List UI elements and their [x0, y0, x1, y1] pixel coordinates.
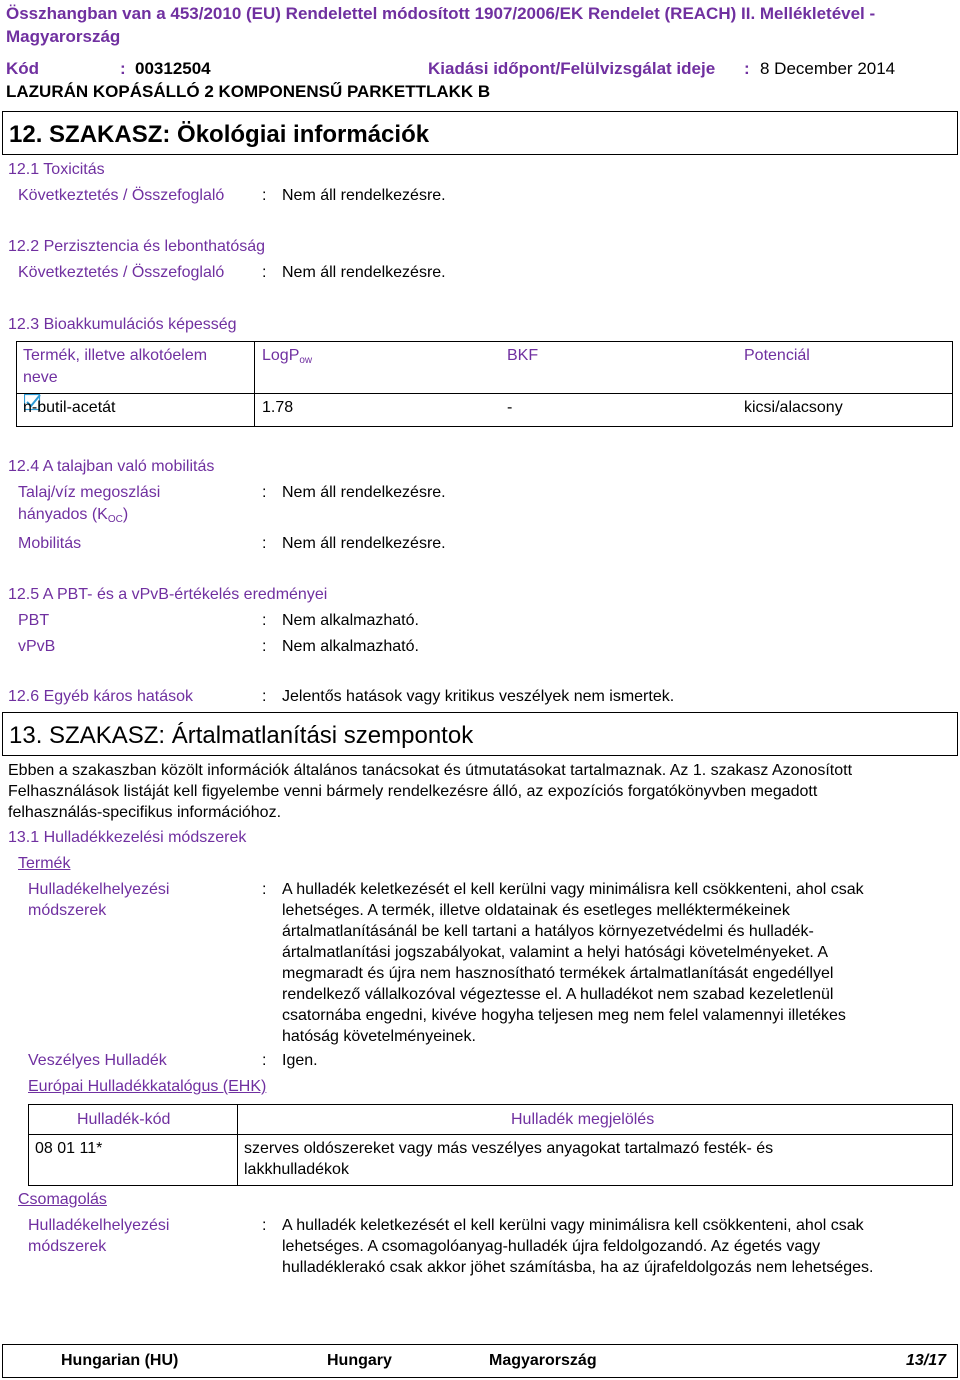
code-colon: : — [120, 59, 126, 78]
footer-country-local: Magyarország — [489, 1352, 597, 1369]
product-name: LAZURÁN KOPÁSÁLLÓ 2 KOMPONENSŰ PARKETTLAKK B — [6, 82, 491, 101]
ehk-row-desc-line1: szerves oldószereket vagy más veszélyes anyagokat tartalmazó festék- és — [244, 1140, 774, 1157]
bio-row-bkf: - — [507, 399, 513, 416]
bio-header-logp-sub: ow — [299, 355, 313, 366]
koc-colon: : — [262, 484, 267, 501]
bio-table-col-divider — [254, 342, 255, 426]
koc-sub: OC — [107, 514, 123, 525]
bio-table — [16, 341, 953, 427]
bio-row-potential: kicsi/alacsony — [744, 399, 843, 416]
disposal-line-4: ártalmatlanítási jogszabályokat, valamint a helyi hatósági követelményeket. A — [282, 944, 829, 961]
pack-colon: : — [262, 1217, 267, 1234]
tox-value: Nem áll rendelkezésre. — [282, 187, 446, 204]
other-effects-colon: : — [262, 688, 267, 705]
bio-header-name-line2: neve — [23, 369, 58, 386]
vpvb-value: Nem alkalmazható. — [282, 638, 419, 655]
ehk-header-desc: Hulladék megjelölés — [511, 1111, 655, 1128]
disposal-line-1: A hulladék keletkezését el kell kerülni vagy minimálisra kell csökkenteni, ahol csak — [282, 881, 864, 898]
section-12-title-box — [2, 111, 958, 155]
bio-table-divider — [17, 393, 952, 394]
ehk-table-col-divider — [237, 1105, 238, 1185]
vpvb-label: vPvB — [18, 638, 56, 655]
disposal-colon: : — [262, 881, 267, 898]
header-title-line2: Magyarország — [6, 27, 121, 46]
product-heading: Termék — [18, 855, 71, 872]
methods-heading: 13.1 Hulladékkezelési módszerek — [8, 829, 247, 846]
ehk-row-code: 08 01 11* — [35, 1140, 103, 1157]
intro-line2: Felhasználások listáját kell figyelembe venni bármely rendelkezésre álló, az expozíciós forgatókönyvben megadott — [8, 783, 818, 800]
koc-value: Nem áll rendelkezésre. — [282, 484, 446, 501]
bio-row-logp: 1.78 — [262, 399, 294, 416]
other-effects-value: Jelentős hatások vagy kritikus veszélyek nem ismertek. — [282, 688, 675, 705]
bio-row-name: n-butil-acetát — [23, 399, 116, 416]
pers-label: Következtetés / Összefoglaló — [18, 264, 225, 281]
bio-header-potential: Potenciál — [744, 347, 810, 364]
bio-header-bkf: BKF — [507, 347, 539, 364]
mobility-heading: 12.4 A talajban való mobilitás — [8, 458, 215, 475]
disposal-line-8: hatóság követelményeinek. — [282, 1028, 476, 1045]
footer-language: Hungarian (HU) — [61, 1352, 179, 1369]
intro-line3: felhasználás-specifikus információhoz. — [8, 804, 282, 821]
disposal-line-3: ártalmatlanításánál be kell tartani a hatályos környezetvédelmi és hulladék- — [282, 923, 814, 940]
header-title-line1: Összhangban van a 453/2010 (EU) Rendelettel módosított 1907/2006/EK Rendelet (REACH) II. Mellékletével - — [6, 4, 876, 23]
section-12-title: 12. SZAKASZ: Ökológiai információk — [9, 121, 430, 148]
bio-heading: 12.3 Bioakkumulációs képesség — [8, 316, 237, 333]
pers-colon: : — [262, 264, 267, 281]
hazardous-colon: : — [262, 1052, 267, 1069]
hazardous-value: Igen. — [282, 1052, 318, 1069]
code-label: Kód — [6, 59, 40, 78]
pbt-label: PBT — [18, 612, 50, 629]
disposal-label-line2: módszerek — [28, 902, 107, 919]
pack-label-line2: módszerek — [28, 1238, 107, 1255]
disposal-line-5: megmaradt és újra nem hasznosítható termékek ártalmatlanítását engedéllyel — [282, 965, 834, 982]
other-effects-heading: 12.6 Egyéb káros hatások — [8, 688, 194, 705]
ehk-header-code: Hulladék-kód — [77, 1111, 171, 1128]
section-13-title-box — [2, 712, 958, 756]
disposal-line-6: rendelkező vállalkozóval végeztesse el. A hulladékot nem szabad kezeletlenül — [282, 986, 834, 1003]
vpvb-colon: : — [262, 638, 267, 655]
pack-label-line1: Hulladékelhelyezési — [28, 1217, 170, 1234]
footer-box — [2, 1344, 958, 1378]
disposal-label-line1: Hulladékelhelyezési — [28, 881, 170, 898]
packaging-heading: Csomagolás — [18, 1191, 107, 1208]
disposal-line-7: csatornába engedni, kivéve hogyha teljesen meg nem felel valamennyi illetékes — [282, 1007, 846, 1024]
tox-heading: 12.1 Toxicitás — [8, 161, 105, 178]
mobility-colon: : — [262, 535, 267, 552]
mobility-value: Nem áll rendelkezésre. — [282, 535, 446, 552]
ehk-table-divider — [29, 1134, 952, 1135]
intro-line1: Ebben a szakaszban közölt információk általános tanácsokat és útmutatásokat tartalmaznak. Az 1. szakasz Azonosított — [8, 762, 853, 779]
pers-heading: 12.2 Perzisztencia és lebonthatóság — [8, 238, 266, 255]
issue-colon: : — [744, 59, 750, 78]
hazardous-label: Veszélyes Hulladék — [28, 1052, 167, 1069]
section-13-title: 13. SZAKASZ: Ártalmatlanítási szempontok — [9, 722, 474, 749]
issue-value: 8 December 2014 — [760, 59, 896, 78]
koc-label-line2: hányados $(K_{OC})$ — [18, 506, 129, 525]
disposal-line-2: lehetséges. A termék, illetve oldatainak és esetleges melléktermékeinek — [282, 902, 790, 919]
pers-value: Nem áll rendelkezésre. — [282, 264, 446, 281]
ehk-table — [28, 1104, 953, 1186]
mobility-label: Mobilitás — [18, 535, 82, 552]
koc-label-line1: Talaj/víz megoszlási — [18, 484, 161, 501]
bio-header-name-line1: Termék, illetve alkotóelem — [23, 347, 208, 364]
tox-label: Következtetés / Összefoglaló — [18, 187, 225, 204]
pack-line-1: A hulladék keletkezését el kell kerülni vagy minimálisra kell csökkenteni, ahol csak — [282, 1217, 864, 1234]
ehk-row-desc-line2: lakkhulladékok — [244, 1161, 349, 1178]
pbt-colon: : — [262, 612, 267, 629]
footer-country: Hungary — [327, 1352, 392, 1369]
pack-line-2: lehetséges. A csomagolóanyag-hulladék újra feldolgozandó. Az égetés vagy — [282, 1238, 821, 1255]
pack-line-3: hulladéklerakó csak akkor jöhet számításba, ha az újrafeldolgozás nem lehetséges. — [282, 1259, 874, 1276]
pbt-value: Nem alkalmazható. — [282, 612, 419, 629]
code-value: 00312504 — [135, 59, 211, 78]
ehk-heading: Európai Hulladékkatalógus (EHK) — [28, 1078, 267, 1095]
footer-page: 13/17 — [906, 1352, 947, 1369]
tox-colon: : — [262, 187, 267, 204]
bio-header-logp: LogP$_{ow}$ — [262, 347, 313, 366]
pbt-heading: 12.5 A PBT- és a vPvB-értékelés eredményei — [8, 586, 328, 603]
issue-label: Kiadási időpont/Felülvizsgálat ideje — [428, 59, 716, 78]
